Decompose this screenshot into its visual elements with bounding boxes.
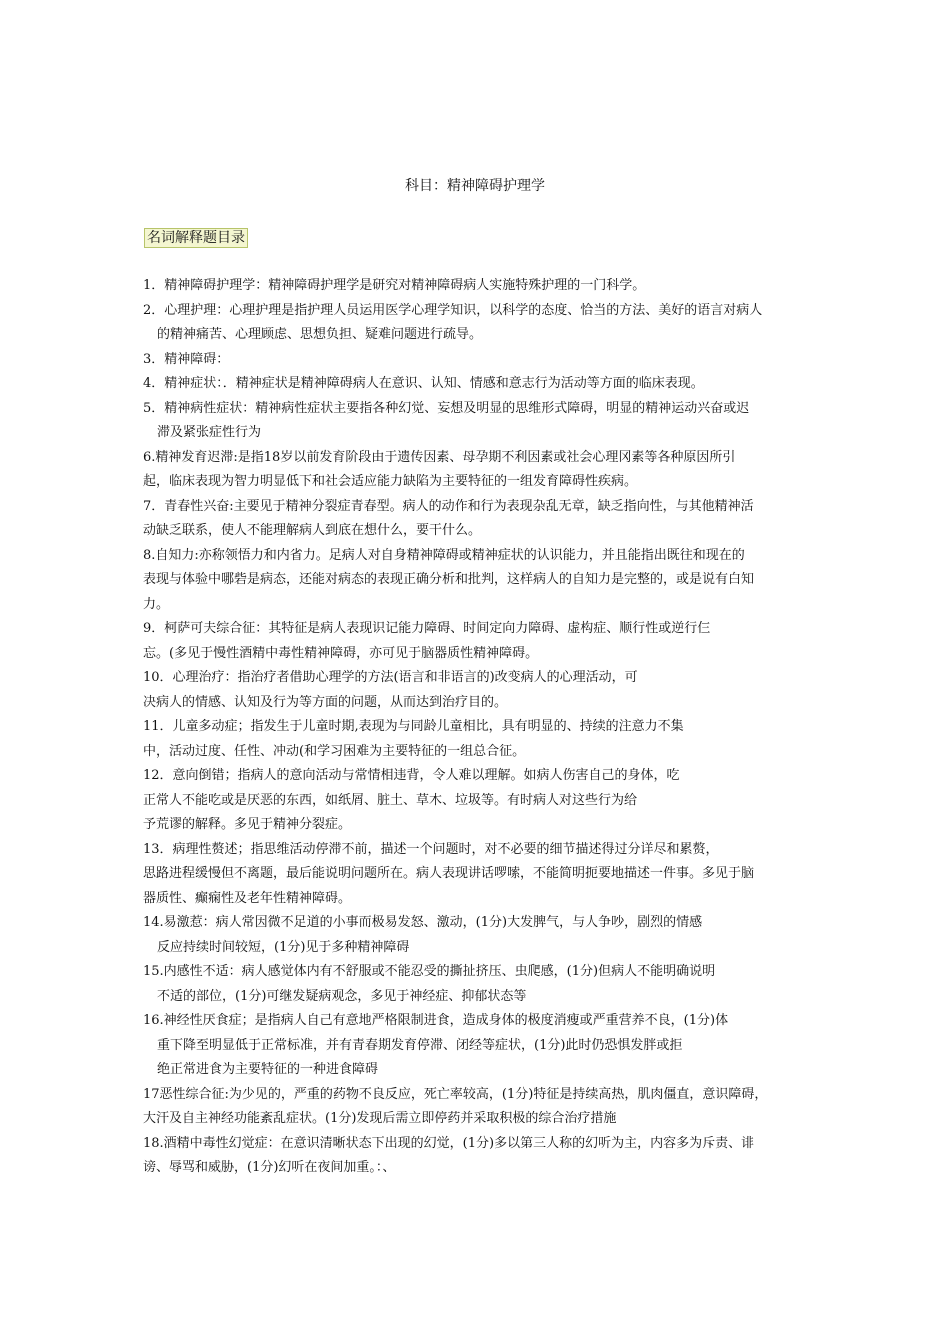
section-label: 名词解释题目录 [144,228,248,248]
list-item: 绝正常进食为主要特征的一种进食障碍 [157,1062,379,1077]
list-item: 8.自知力:亦称领悟力和内省力。足病人对自身精神障碍或精神症状的认识能力，并且能指出既往和现在的 [143,547,745,563]
list-item: 思路进程缓慢但不离题，最后能说明问题所在。病人表现讲话啰嗦，不能简明扼要地描述一件事。多见于脑 [143,866,755,881]
list-item: 滞及紧张症性行为 [157,425,262,440]
list-item: 动缺乏联系，使人不能理解病人到底在想什么，要干什么。 [143,523,482,538]
list-item: 正常人不能吃或是厌恶的东西，如纸屑、脏土、草木、垃圾等。有时病人对这些行为给 [143,792,638,808]
list-item: 4．精神症状：．精神症状是精神障碍病人在意识、认知、情感和意志行为活动等方面的临床表现。 [143,376,704,391]
list-item: 器质性、癫痫性及老年性精神障碍。 [143,890,352,906]
list-item: 起，临床表现为智力明显低下和社会适应能力缺陷为主要特征的一组发育障碍性疾病。 [143,474,638,489]
list-item: 14.易激惹：病人常因微不足道的小事而极易发怒、激动，(1分)大发脾气，与人争吵，剧烈的情感 [143,915,703,930]
list-item: 5．精神病性症状：精神病性症状主要指各种幻觉、妄想及明显的思维形式障碍，明显的精神运动兴奋或迟 [143,400,750,416]
list-item: 18.酒精中毒性幻觉症：在意识清晰状态下出现的幻觉，(1分)多以第三人称的幻听为主，内容多为斥责、诽 [143,1135,755,1151]
list-item: 忘。(多见于慢性酒精中毒性精神障碍，亦可见于脑器质性精神障碍。 [143,645,539,661]
list-item: 予荒谬的解释。多见于精神分裂症。 [143,817,352,832]
page-title: 科目：精神障碍护理学 [405,178,545,194]
list-item: 决病人的情感、认知及行为等方面的问题，从而达到治疗目的。 [143,694,508,710]
list-item: 17恶性综合征:为少见的，严重的药物不良反应，死亡率较高，(1分)特征是持续高热，肌肉僵直，意识障碍， [143,1086,768,1102]
list-item: 的精神痛苦、心理顾虑、思想负担、疑难问题进行疏导。 [157,327,483,342]
list-item: 重下降至明显低于正常标准，并有青春期发育停滞、闭经等症状，(1分)此时仍恐惧发胖或拒 [157,1037,683,1053]
list-item: 大汗及自主神经功能紊乱症状。(1分)发现后需立即停药并采取积极的综合治疗措施 [143,1111,617,1126]
list-item: 1．精神障碍护理学：精神障碍护理学是研究对精神障碍病人实施特殊护理的一门科学。 [143,278,646,293]
list-item: 中，活动过度、任性、冲动(和学习困难为主要特征的一组总合征。 [143,743,526,759]
list-item: 9．柯萨可夫综合征：其特征是病人表现识记能力障碍、时间定向力障碍、虚构症、顺行性或逆行仨 [143,621,711,636]
list-item: 16.神经性厌食症；是指病人自己有意地严格限制进食，造成身体的极度消瘦或严重营养不良，(1分)体 [143,1013,729,1028]
list-item: 3．精神障碍： [143,351,230,367]
list-item: 10．心理治疗：指治疗者借助心理学的方法(语言和非语言的)改变病人的心理活动，可 [143,670,638,685]
list-item: 13．病理性赘述；指思维活动停滞不前，描述一个问题时，对不必要的细节描述得过分详尽和累赘， [143,841,719,857]
term-list [143,274,813,1181]
list-item: 7．青春性兴奋:主要见于精神分裂症青春型。病人的动作和行为表现杂乱无章，缺乏指向性，与其他精神活 [143,498,754,514]
list-item: 6.精神发育迟滞:是指18岁以前发育阶段由于遗传因素、母孕期不利因素或社会心理冈素等各种原因所引 [143,449,736,465]
list-item: 谤、辱骂和威胁，(1分)幻听在夜间加重。：、 [143,1160,396,1175]
list-item: 反应持续时间较短，(1分)见于多种精神障碍 [157,939,410,955]
list-item: 表现与体验中哪砦是病态，还能对病态的表现正确分析和批判，这样病人的自知力是完整的，或是说有白知 [143,572,755,587]
list-item: 11．儿童多动症；指发生于儿童时期,表现为与同龄儿童相比，具有明显的、持续的注意力不集 [143,719,684,734]
list-item: 2．心理护理：心理护理是指护理人员运用医学心理学知识，以科学的态度、恰当的方法、美好的语言对病人 [143,302,763,318]
list-item: 12．意向倒错；指病人的意向活动与常情相违背，令人难以理解。如病人伤害自己的身体，吃 [143,768,680,783]
list-item: 力。 [143,596,170,612]
list-item: 不适的部位，(1分)可继发疑病观念，多见于神经症、抑郁状态等 [157,988,527,1004]
list-item: 15.内感性不适：病人感觉体内有不舒服或不能忍受的撕扯挤压、虫爬感，(1分)但病人不能明确说明 [143,964,716,979]
